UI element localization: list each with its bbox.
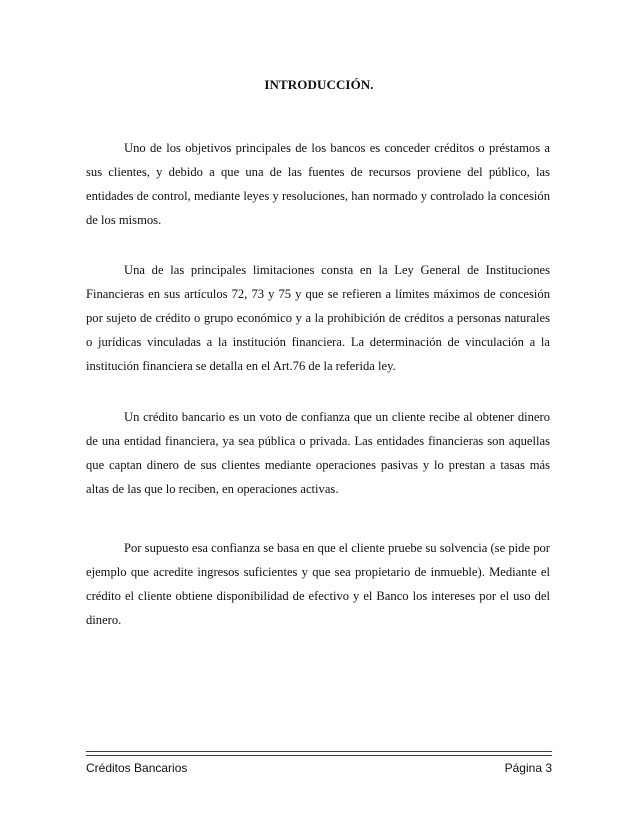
paragraph-1: Uno de los objetivos principales de los bancos es conceder créditos o préstamos a sus clientes, y debido a que una de las fuentes de recursos proviene del público, las entidades de control, mediante leyes y resoluciones, han normado y controlado la concesión de los mismos. (86, 141, 550, 227)
footer-page-number: Página 3 (504, 761, 552, 775)
paragraph-2: Una de las principales limitaciones consta en la Ley General de Instituciones Financieras en sus artículos 72, 73 y 75 y que se refieren a límites máximos de concesión por sujeto de crédito o grupo económico y a la prohibición de créditos a personas naturales o jurídicas vinculadas a la institución financiera. La determinación de vinculación a la institución financiera se detalla en el Art.76 de la referida ley. (86, 263, 550, 373)
footer-rule-top (86, 751, 552, 752)
page-title: INTRODUCCIÓN. (264, 77, 374, 92)
footer-rule-bottom (86, 755, 552, 756)
paragraph-4: Por supuesto esa confianza se basa en que el cliente pruebe su solvencia (se pide por ejemplo que acredite ingresos suficientes y que sea propietario de inmueble). Mediante el crédito el cliente obtiene disponibilidad de efectivo y el Banco los intereses por el uso del dinero. (86, 541, 550, 627)
footer-document-name: Créditos Bancarios (86, 761, 188, 775)
paragraph-3: Un crédito bancario es un voto de confianza que un cliente recibe al obtener dinero de una entidad financiera, ya sea pública o privada. Las entidades financieras son aquellas que captan dinero de sus clientes mediante operaciones pasivas y lo prestan a tasas más altas de las que lo reciben, en operaciones activas. (86, 410, 550, 496)
